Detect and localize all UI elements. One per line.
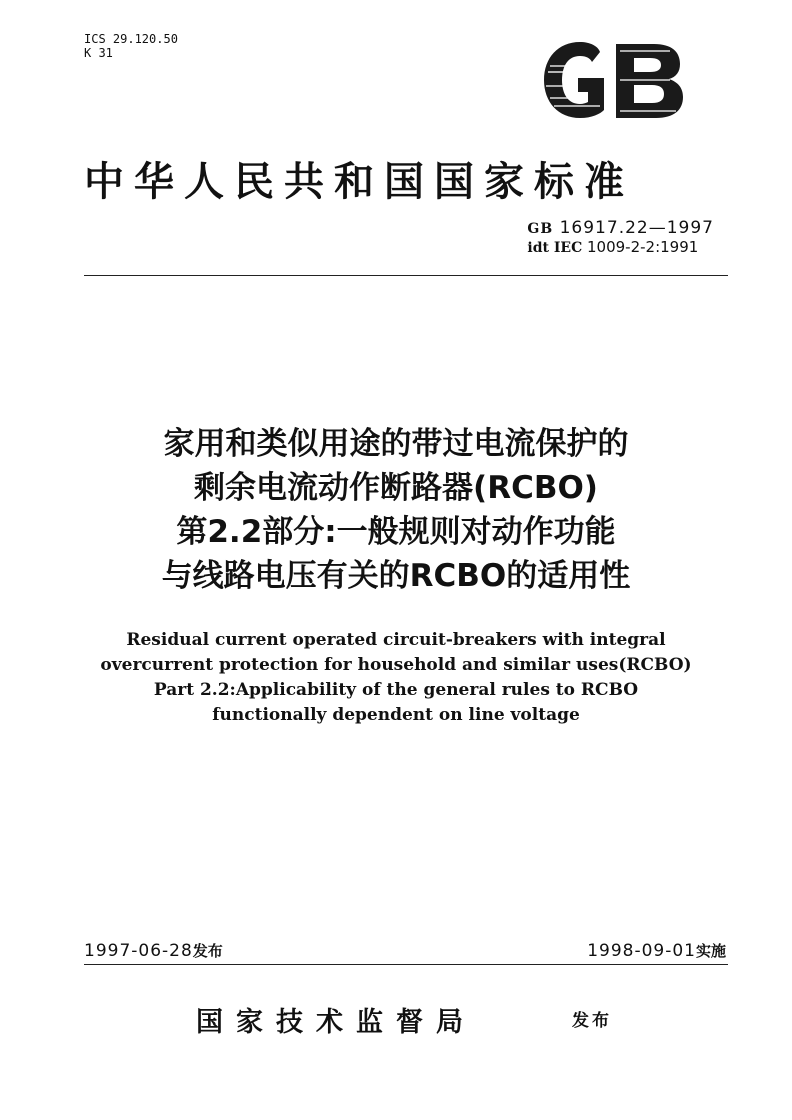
chinese-title-line-2: 剩余电流动作断路器(RCBO) <box>194 470 598 506</box>
idt-reference <box>527 238 714 256</box>
standard-number-prefix: GB <box>527 221 554 237</box>
standard-number <box>527 218 714 238</box>
ccs-code: K 31 <box>84 46 113 60</box>
english-title-line-1: Residual current operated circuit-breakers with integral <box>126 630 666 650</box>
chinese-title-line-3: 第2.2部分:一般规则对动作功能 <box>176 514 616 550</box>
classification-codes <box>84 32 178 60</box>
header-divider <box>84 275 728 276</box>
english-title <box>60 628 732 728</box>
footer-divider <box>84 964 728 965</box>
national-standard-title: 中华人民共和国国家标准 <box>84 158 634 205</box>
english-title-line-2: overcurrent protection for household and similar uses(RCBO) <box>100 655 692 675</box>
effective-date-suffix: 实施 <box>695 942 726 960</box>
effective-date <box>587 940 726 961</box>
publish-date <box>84 940 223 961</box>
chinese-title-line-4: 与线路电压有关的RCBO的适用性 <box>161 558 631 594</box>
gb-logo <box>540 40 686 120</box>
publish-date-suffix: 发布 <box>192 942 223 960</box>
chinese-title <box>60 422 732 598</box>
publish-date-value: 1997-06-28 <box>84 941 193 961</box>
english-title-line-4: functionally dependent on line voltage <box>212 705 580 725</box>
issue-label: 发布 <box>572 1011 612 1031</box>
chinese-title-line-1: 家用和类似用途的带过电流保护的 <box>163 426 629 462</box>
english-title-line-3: Part 2.2:Applicability of the general rules to RCBO <box>153 680 639 700</box>
effective-date-value: 1998-09-01 <box>587 941 696 961</box>
ics-code: ICS 29.120.50 <box>84 32 178 46</box>
standard-number-value: 16917.22—1997 <box>559 218 714 238</box>
issuing-authority: 国家技术监督局 <box>196 1007 476 1038</box>
idt-number: 1009-2-2:1991 <box>587 238 699 256</box>
gb-logo-mark <box>540 40 686 120</box>
idt-prefix: idt IEC <box>527 240 583 256</box>
standard-number-block <box>527 218 714 256</box>
